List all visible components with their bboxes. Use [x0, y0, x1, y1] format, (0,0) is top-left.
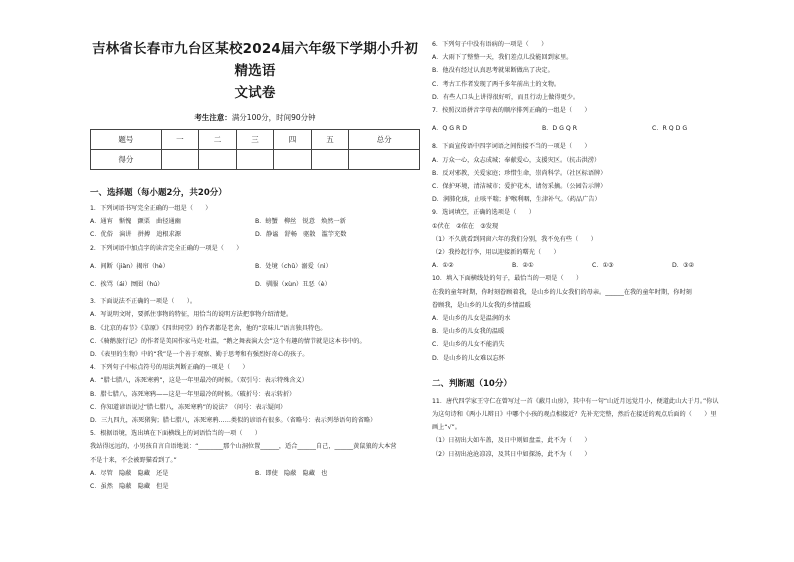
question-passage: 为这句诗和《两小儿辩日》中哪个小孩的观点相接近？先补充完整，然后在接近的观点后面的（ ）里: [432, 411, 717, 419]
question-stem: 2．下列词语中加点字的读音完全正确的一项是（ ）: [90, 244, 243, 252]
right-column: [432, 38, 757, 461]
option-b: B．腊七腊八，冻死寒鸦——这是一年里最冷的时候。（破折号：表示转折）: [90, 390, 296, 398]
score-table: [90, 129, 420, 170]
option-d: D．《表里的生物》中的“我”是一个善于观察、勤于思考和有强烈好奇心的孩子。: [90, 351, 309, 359]
option-d: D．三九四九，冻死猪狗；腊七腊八，冻死寒鸦……类似的谚语有很多。（省略号：表示列举语句的省略）: [90, 417, 377, 425]
section-heading: 二、判断题（10分）: [432, 378, 512, 389]
option-row: [90, 215, 420, 228]
question-passage: 画上“√”。: [432, 424, 461, 432]
option-c: C．保护环境，清洁城市；爱护花木，请勿采摘。（公园告示牌）: [432, 183, 607, 191]
question-stem: 3．下面说法不正确的一项是（ ）。: [90, 298, 197, 306]
score-header-cell: 二: [199, 130, 237, 150]
exam-title: [90, 38, 420, 104]
option-a: A．写说明文时，要抓住事物的特征，用恰当的说明方法把事物介绍清楚。: [90, 311, 293, 319]
option-b: B．是山乡的儿女我的温暖: [432, 328, 505, 336]
question-stem: 6．下列句子中没有语病的一项是（ ）: [432, 41, 548, 48]
score-table-header-row: [91, 130, 420, 150]
option-c: C．①③: [592, 262, 614, 270]
question-2: [90, 242, 420, 292]
question-stem: 10．填入下面横线处的句子，最恰当的一项是（ ）: [432, 275, 583, 283]
question-9: [432, 206, 757, 272]
question-stem: 8．下面宣传语中四字词语之间衔接不当的一项是（ ）: [432, 143, 591, 151]
option-b: B．处境（chǔ）溺爱（nì）: [255, 262, 332, 270]
option-b: B．《北京的春节》《草原》《四世同堂》的作者都是老舍，他的“京味儿”语言独具特色。: [90, 324, 327, 332]
question-passage: 不是十来，不会被野猫看到了。”: [90, 456, 177, 464]
question-passage: 在我的童年时期，你时刻眷顾着我，是山乡的儿女我们的母亲。______在我的童年时期，你时刻: [432, 288, 692, 296]
option-b: B．②①: [512, 262, 534, 270]
question-stem: 4．下列句子中标点符号的用法判断正确的一项是（ ）: [90, 364, 249, 372]
option-d: D．静谧 舒畅 驱散 滥竽充数: [255, 231, 347, 239]
score-header-cell: 五: [311, 130, 349, 150]
notice-label: 考生注意：: [194, 113, 232, 122]
sub-question: （1）日初出大如车盖，及日中则如盘盂，此不为（ ）: [432, 437, 591, 445]
option-a: A．万众一心，众志成城；奉献爱心，支援灾区。（抗击洪涝）: [432, 156, 601, 164]
question-passage: 我站得远远的，小男孩自言自语地说：“________那个山洞位置______，适合______自己，______黄鼠狼的大本营: [90, 443, 397, 451]
option-a: A．Q G R D: [432, 125, 468, 133]
question-1: [90, 202, 420, 242]
title-line-2: 文试卷: [234, 85, 276, 101]
notice-text: 满分100分，时间90分钟: [231, 113, 316, 122]
question-11: [432, 395, 757, 461]
question-stem: 9．选词填空，正确的选项是（ ）: [432, 209, 535, 217]
option-a: A．“腊七腊八，冻死寒鸦”，这是一年里最冷的时候。（双引号：表示特殊含义）: [90, 377, 308, 385]
option-d: D．驯服（xùn）丑恶（è）: [255, 281, 331, 289]
option-c: C．虽然 隐蔽 隐藏 但是: [90, 483, 169, 491]
option-row: [90, 467, 420, 480]
option-d: D．有些人口头上讲得很好听，而且行动上做得更少。: [432, 93, 580, 101]
option-a: A．间断（jiàn）揭帘（hè）: [90, 262, 169, 270]
score-header-cell: 三: [236, 130, 274, 150]
option-b: B．即使 隐蔽 隐藏 也: [255, 469, 328, 477]
question-8: [432, 140, 757, 206]
option-c: C．《骑鹅旅行记》的作者是美国作家马克·吐温，“鹅之舞表演大会”这个有趣的情节就是这本书中的。: [90, 337, 366, 345]
option-c: C．是山乡的儿女不能消失: [432, 341, 505, 349]
option-a: A．是山乡的儿女是温润的水: [432, 315, 511, 323]
option-a: A．①②: [432, 262, 454, 270]
question-5: [90, 427, 420, 493]
question-3: [90, 295, 420, 361]
question-6: [432, 38, 757, 104]
score-header-cell: 四: [274, 130, 312, 150]
option-b: B．螃蟹 柳丝 锐意 焕然一新: [255, 218, 346, 226]
score-row-label: 得分: [91, 150, 162, 170]
option-a: A．通宵 惭愧 颤栗 曲径通幽: [90, 218, 181, 226]
option-c: C．挨骂（ái）囫囵（hú）: [90, 281, 164, 289]
sub-question: （2）我拎起行李，用以迎接新的曙光（ ）: [432, 249, 560, 257]
score-header-cell: 总分: [349, 130, 420, 150]
score-cell[interactable]: [349, 150, 420, 170]
option-row: [90, 260, 420, 273]
left-column: [90, 0, 420, 493]
question-stem: 11．唐代四学家王守仁在曾写过一首《蔽月山房》，其中有一句“山近月远觉月小，便道此山大于月。”你认: [432, 397, 719, 405]
option-a: A．大雨下了整整一天，我们差点儿没能回到家里。: [432, 54, 573, 62]
section-heading: 一、选择题（每小题2分，共20分）: [90, 188, 227, 198]
score-table-score-row: [91, 150, 420, 170]
score-cell[interactable]: [199, 150, 237, 170]
score-cell[interactable]: [274, 150, 312, 170]
option-row: [90, 278, 420, 291]
option-b: B．D G Q R: [542, 125, 578, 133]
question-4: [90, 361, 420, 427]
title-line-1: 吉林省长春市九台区某校2024届六年级下学期小升初精选语: [91, 41, 419, 79]
question-stem: 1．下列词语书写完全正确的一组是（ ）: [90, 205, 212, 212]
option-b: B．他没有经过认真思考就果断做出了决定。: [432, 67, 554, 75]
option-c: C．R Q D G: [652, 125, 688, 133]
sub-question: （1）不久就看到同窗六年的我们分别，我不免有些（ ）: [432, 235, 597, 243]
score-cell[interactable]: [161, 150, 199, 170]
question-stem: 7．按照汉语拼音字母表的顺序排列正确的一组是（ ）: [432, 107, 591, 115]
sub-question: （2）日初出沧沧凉凉，及其日中如探汤，此不为（ ）: [432, 450, 591, 458]
question-passage: 眷顾我，是山乡的儿女我的乡情温暖: [432, 301, 531, 309]
option-d: D．是山乡的儿女难以忘怀: [432, 354, 505, 362]
option-row: [90, 228, 420, 241]
option-d: D．③②: [672, 262, 695, 270]
option-c: C．你知道谚语说过“腊七腊八，冻死寒鸦”的说法？（问号：表示疑问）: [90, 403, 287, 411]
score-header-cell: 一: [161, 130, 199, 150]
question-7: [432, 104, 757, 140]
option-row: [432, 122, 757, 135]
question-10: [432, 272, 757, 364]
score-cell[interactable]: [311, 150, 349, 170]
option-c: C．优俗 演讲 拼搏 追根求源: [90, 231, 181, 239]
score-cell[interactable]: [236, 150, 274, 170]
exam-notice: [90, 112, 420, 123]
question-stem: 5．根据语境，选出填在下面横线上的词语恰当的一项（ ）: [90, 430, 261, 438]
option-b: B．反对邪教，关爱家庭；珍惜生命，崇尚科学。（社区标语牌）: [432, 169, 607, 177]
option-c: C．考古工作者发现了两千多年前出土的文物。: [432, 80, 561, 88]
option-a: A．尽管 隐蔽 隐藏 还是: [90, 469, 169, 477]
option-row: [432, 259, 757, 272]
option-d: D．润肺化痰，止咳平喘；护喉利咽，生津补气。（药品广告）: [432, 196, 601, 204]
word-bank: ①伏在 ②依在 ③发现: [432, 222, 499, 230]
score-header-cell: 题号: [91, 130, 162, 150]
